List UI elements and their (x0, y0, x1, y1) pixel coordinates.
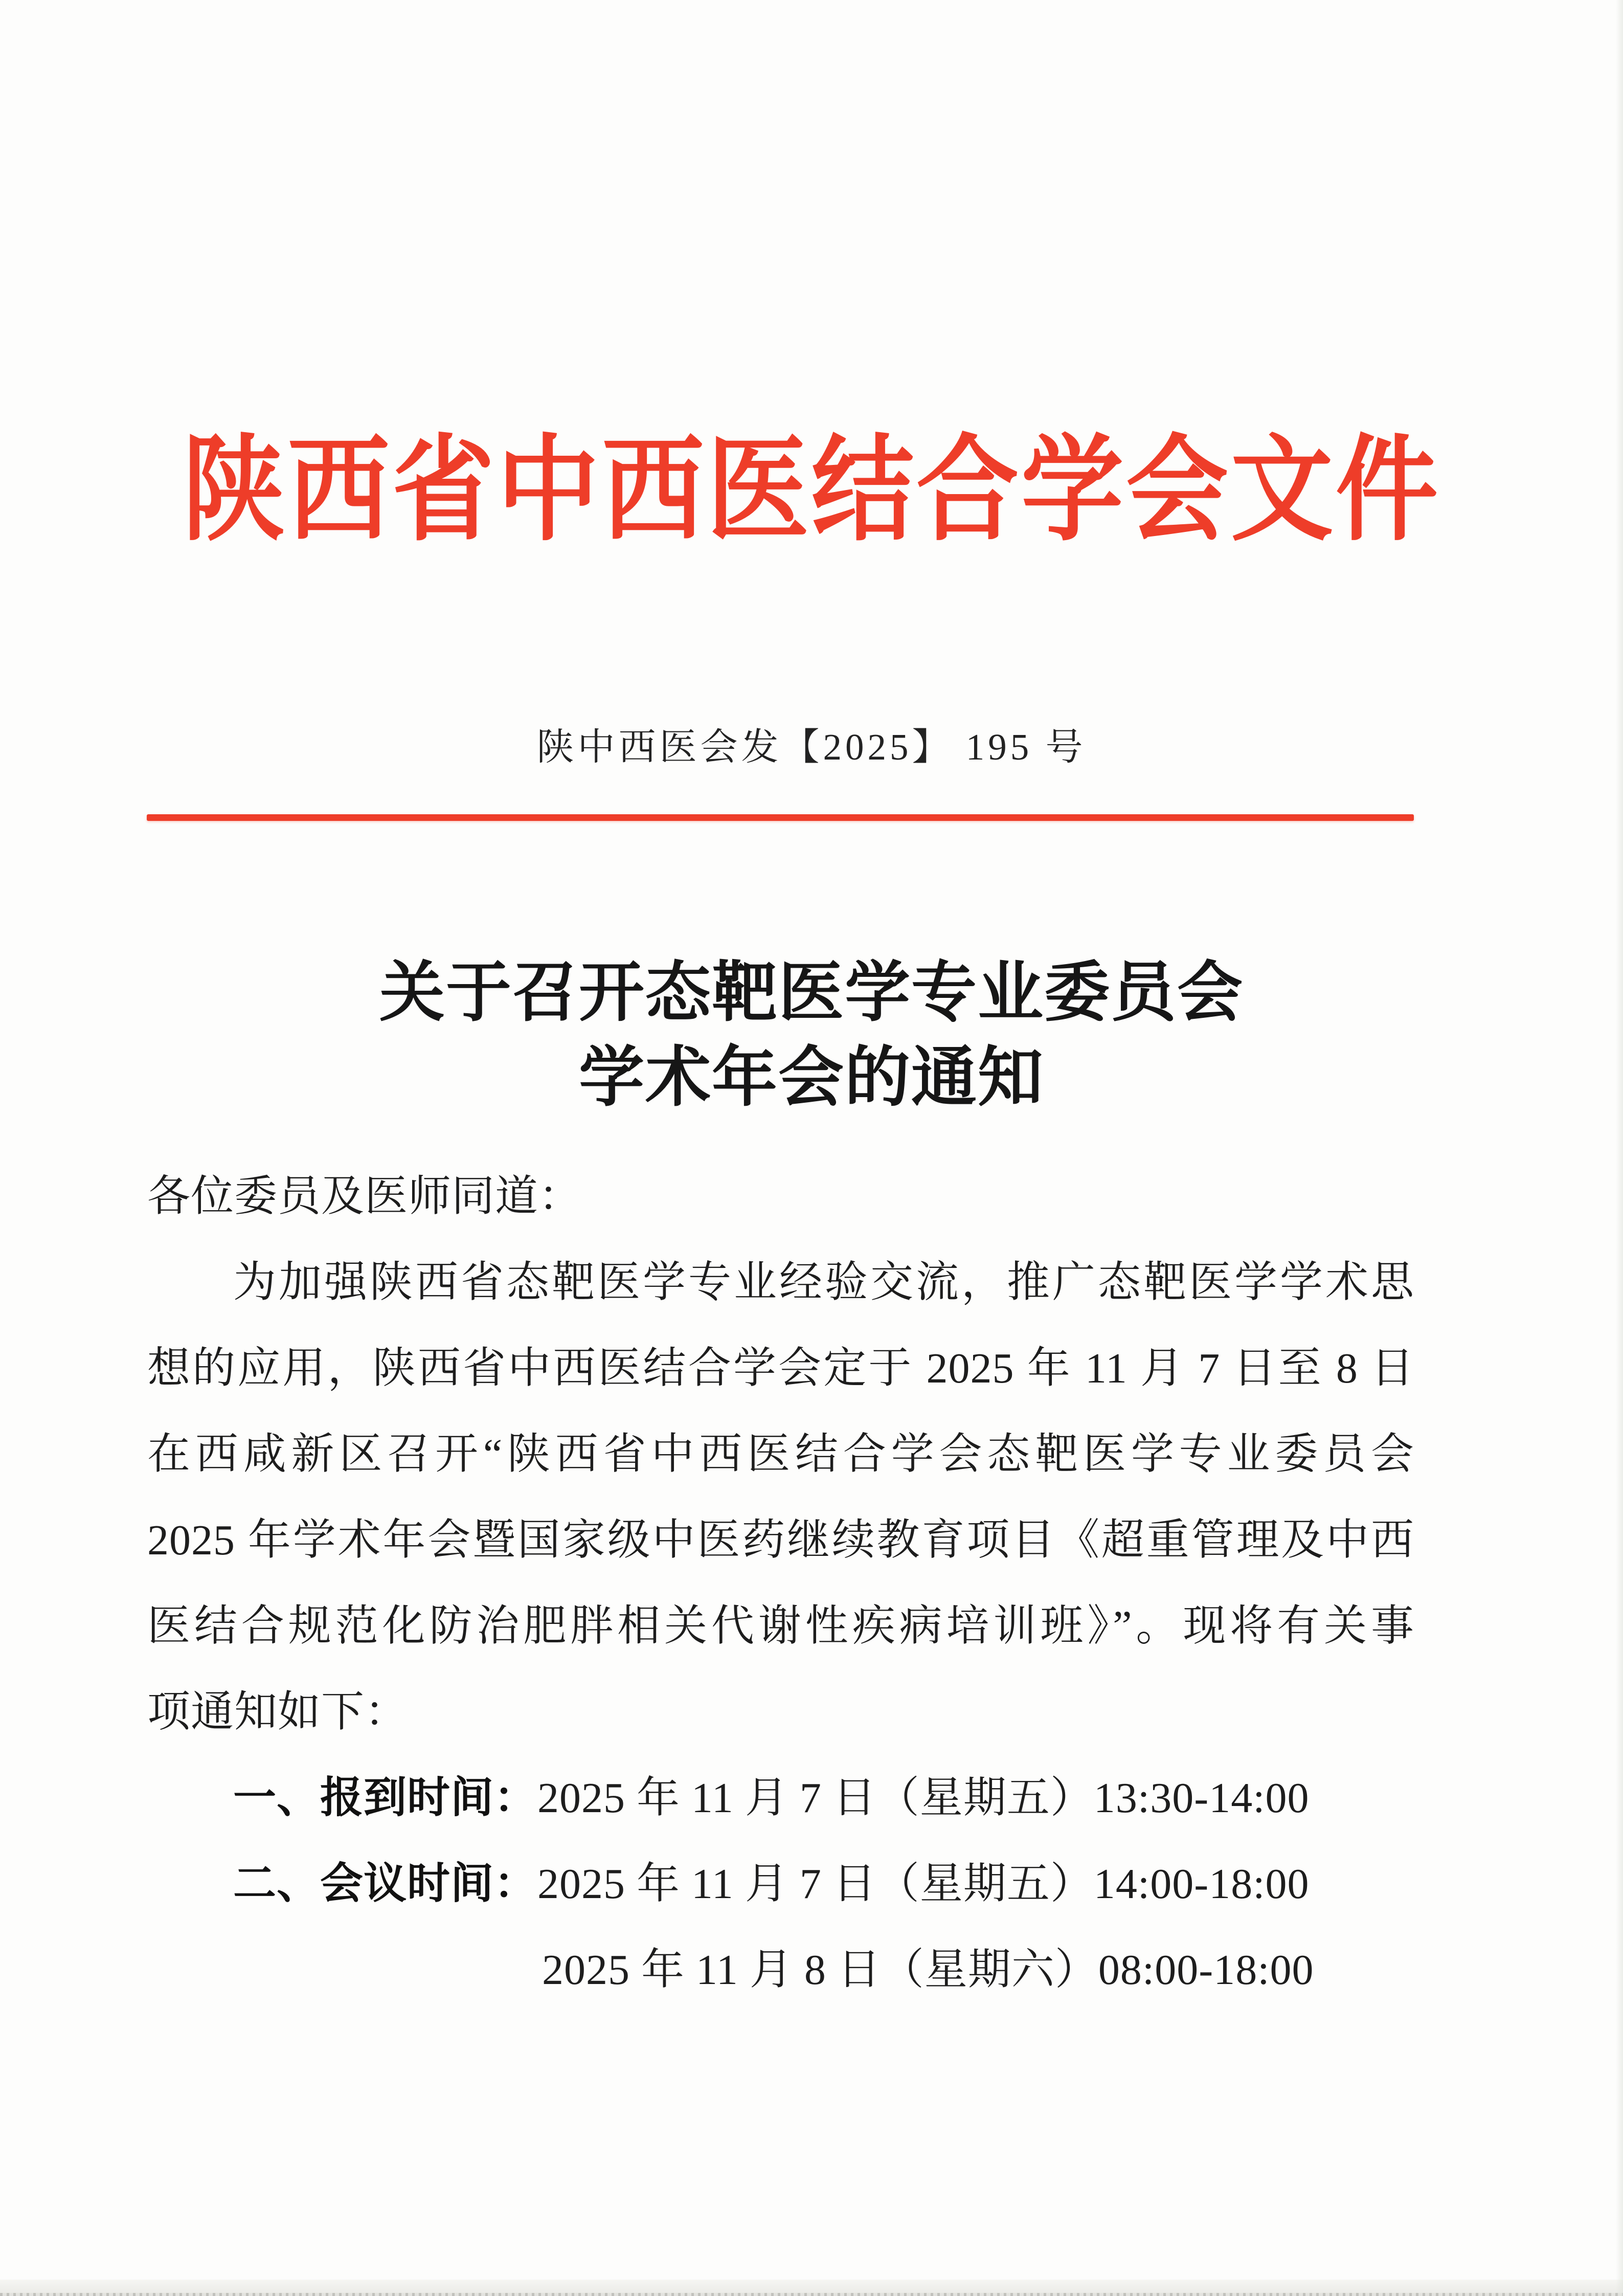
doc-number: 陕中西医会发【2025】 195 号 (536, 726, 1087, 768)
paragraph-line: 项通知如下： (147, 1688, 409, 1736)
scan-bottom-edge-artifact (0, 2293, 1623, 2296)
notice-title-line1: 关于召开态靶医学专业委员会 (379, 956, 1244, 1029)
schedule-item-label: 一、报到时间： (233, 1774, 538, 1822)
notice-title (0, 950, 1623, 1120)
schedule-item-text: 2025 年 11 月 7 日（星期五）13:30-14:00 (537, 1774, 1310, 1822)
red-divider-rule (147, 814, 1414, 821)
notice-body (147, 1154, 1414, 2013)
schedule-item-text: 2025 年 11 月 8 日（星期六）08:00-18:00 (542, 1946, 1314, 1994)
schedule-item-meeting-day2 (147, 1927, 1414, 2013)
paragraph-line: 想的应用，陕西省中西医结合学会定于 2025 年 11 月 7 日至 8 日 (147, 1345, 1414, 1392)
paragraph-line: 2025 年学术年会暨国家级中医药继续教育项目《超重管理及中西 (147, 1517, 1414, 1564)
notice-title-line2: 学术年会的通知 (578, 1041, 1044, 1114)
scan-bottom-artifact (0, 2280, 1623, 2296)
schedule-item-registration (147, 1755, 1414, 1841)
scan-right-edge-artifact (1616, 0, 1623, 2296)
schedule-item-label: 二、会议时间： (233, 1860, 538, 1908)
paragraph-line: 医结合规范化防治肥胖相关代谢性疾病培训班》”。现将有关事 (147, 1602, 1414, 1650)
salutation: 各位委员及医师同道： (147, 1173, 582, 1220)
schedule-item-text: 2025 年 11 月 7 日（星期五）14:00-18:00 (537, 1860, 1310, 1908)
paragraph-line: 在西咸新区召开“陕西省中西医结合学会态靶医学专业委员会 (147, 1431, 1414, 1478)
paragraph-line: 为加强陕西省态靶医学专业经验交流，推广态靶医学学术思 (233, 1259, 1414, 1306)
schedule-item-meeting (147, 1841, 1414, 1927)
org-title: 陕西省中西医结合学会文件 (182, 428, 1440, 555)
